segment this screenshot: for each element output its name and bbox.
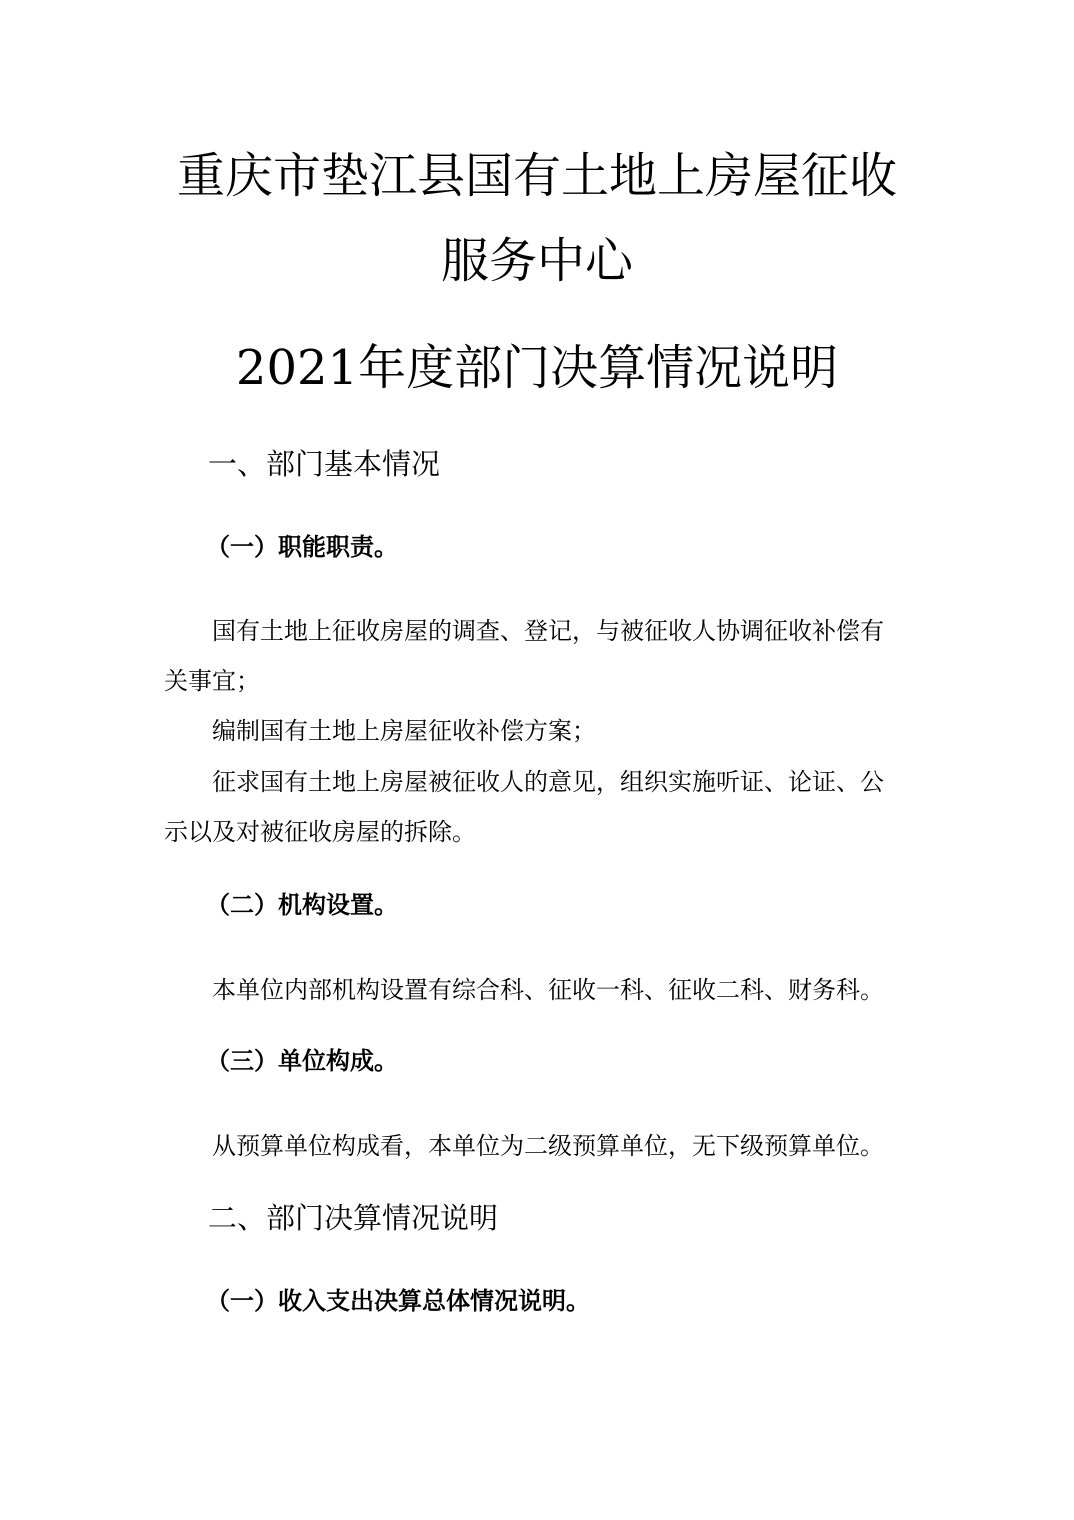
section-1-sub-2-heading: （二）机构设置。	[206, 891, 398, 919]
section-1-sub-1-heading: （一）职能职责。	[206, 533, 398, 561]
duty-paragraph-2-line-1: 编制国有土地上房屋征收补偿方案；	[212, 717, 596, 745]
document-title-line-1: 重庆市垫江县国有土地上房屋征收	[176, 148, 897, 204]
section-2-heading: 二、部门决算情况说明	[208, 1201, 499, 1235]
duty-paragraph-1-line-2: 关事宜；	[164, 667, 260, 695]
section-2-sub-1-heading: （一）收入支出决算总体情况说明。	[206, 1287, 590, 1315]
composition-paragraph: 从预算单位构成看，本单位为二级预算单位，无下级预算单位。	[212, 1132, 884, 1160]
duty-paragraph-1-line-1: 国有土地上征收房屋的调查、登记，与被征收人协调征收补偿有	[212, 617, 884, 645]
document-title-line-3: 2021年度部门决算情况说明	[235, 340, 839, 396]
document-title-line-2: 服务中心	[440, 233, 633, 289]
duty-paragraph-3-line-2: 示以及对被征收房屋的拆除。	[164, 818, 476, 846]
section-1-heading: 一、部门基本情况	[208, 447, 441, 481]
structure-paragraph: 本单位内部机构设置有综合科、征收一科、征收二科、财务科。	[212, 976, 884, 1004]
section-1-sub-3-heading: （三）单位构成。	[206, 1047, 398, 1075]
duty-paragraph-3-line-1: 征求国有土地上房屋被征收人的意见，组织实施听证、论证、公	[212, 768, 884, 796]
